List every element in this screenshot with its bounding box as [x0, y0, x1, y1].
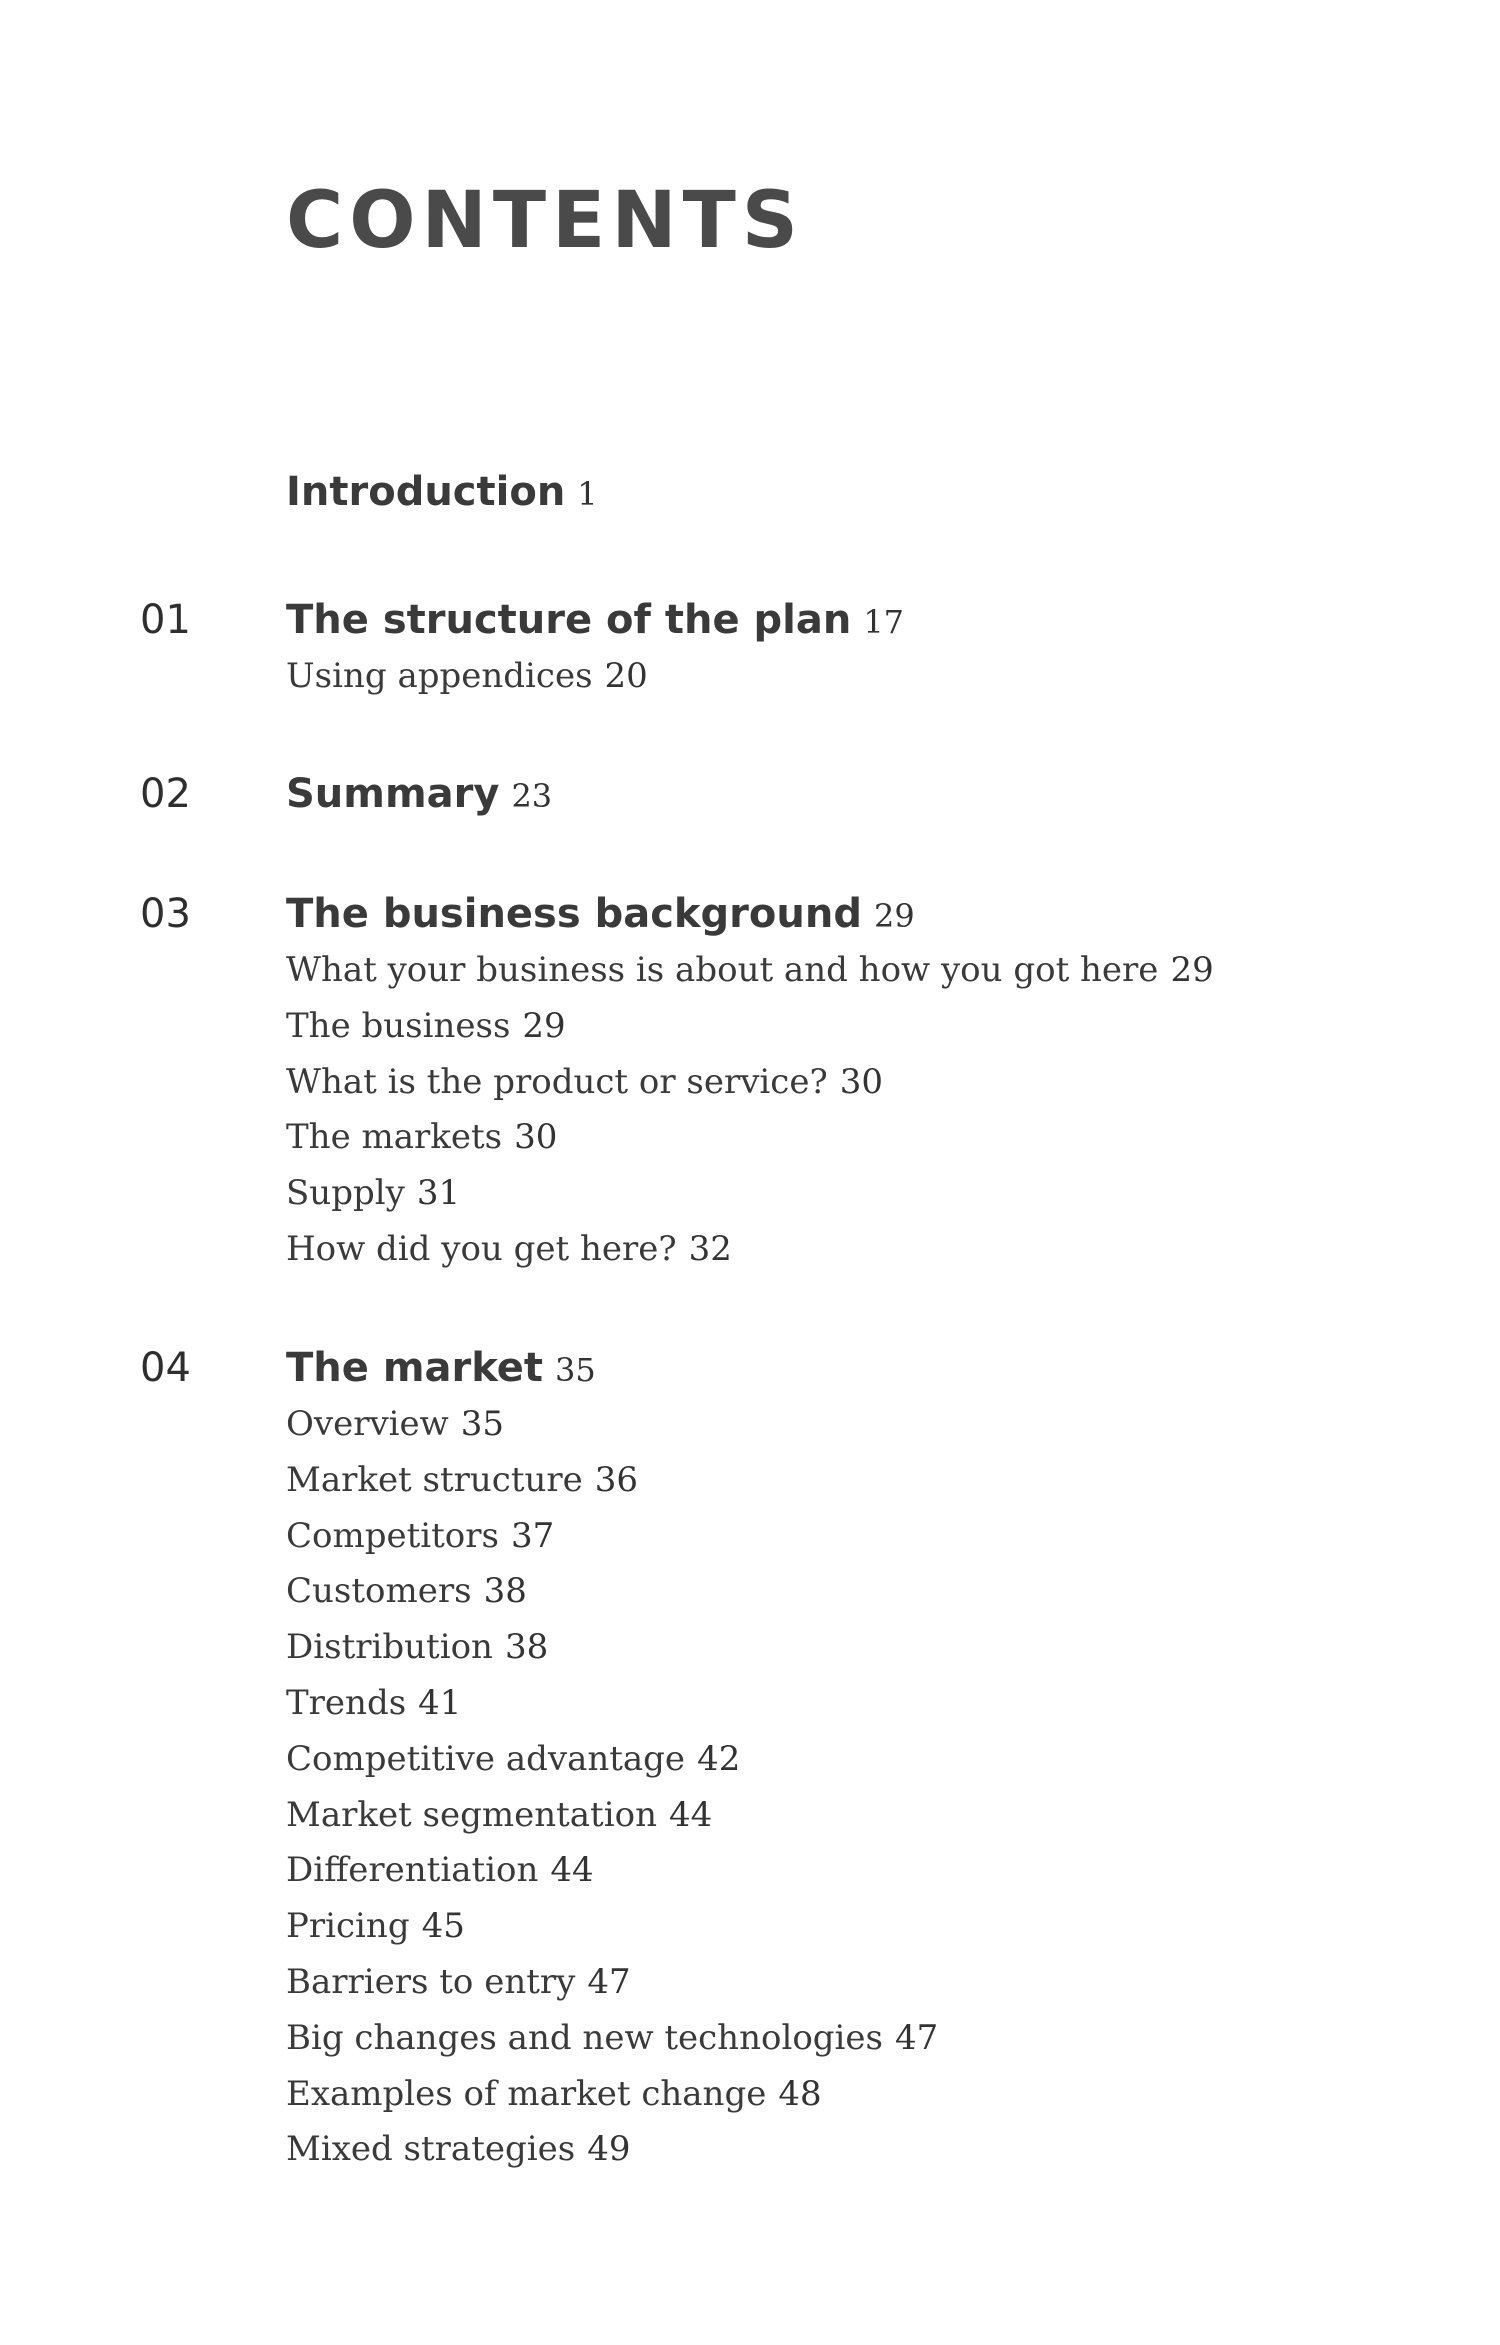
chapter-number: 03: [140, 891, 191, 937]
introduction-title: Introduction: [286, 469, 566, 515]
toc-subsection[interactable]: [286, 1229, 1214, 1285]
subsection-page-number: 44: [550, 1850, 594, 1891]
toc-subsection[interactable]: [286, 1683, 938, 1739]
subsection-page-number: 30: [514, 1117, 558, 1158]
chapter-number: 02: [140, 771, 191, 817]
subsection-title: Examples of market change: [286, 2073, 767, 2114]
toc-subsection[interactable]: [286, 2074, 938, 2130]
toc-subsection[interactable]: [286, 2129, 938, 2185]
toc-subsection[interactable]: [286, 950, 1214, 1006]
subsection-page-number: 35: [460, 1404, 505, 1444]
toc-introduction[interactable]: [286, 469, 598, 515]
subsection-page-number: 48: [778, 2073, 822, 2114]
subsection-title: Big changes and new technologies: [286, 2017, 883, 2058]
subsection-title: Pricing: [286, 1906, 410, 1947]
subsection-page-number: 29: [522, 1005, 566, 1046]
toc-subsection[interactable]: [286, 1850, 938, 1906]
subsection-title: Market segmentation: [286, 1794, 657, 1835]
chapter-number: 04: [140, 1345, 191, 1391]
subsection-page-number: 29: [1170, 950, 1214, 990]
subsection-title: Supply: [286, 1173, 405, 1214]
subsection-title: Competitors: [286, 1515, 499, 1556]
chapter-page-number: 35: [555, 1351, 596, 1389]
subsection-title: The markets: [286, 1117, 503, 1158]
introduction-page-number: 1: [577, 475, 598, 513]
subsection-page-number: 30: [839, 1061, 883, 1102]
chapter-heading[interactable]: [286, 771, 553, 817]
subsection-page-number: 32: [688, 1228, 732, 1269]
subsection-page-number: 47: [587, 1961, 631, 2002]
subsection-page-number: 44: [668, 1794, 713, 1835]
subsection-list: [286, 1404, 938, 2185]
subsection-title: Mixed strategies: [286, 2129, 576, 2170]
toc-subsection[interactable]: [286, 656, 648, 712]
subsection-title: Trends: [286, 1682, 407, 1723]
chapter-title: The market: [286, 1345, 543, 1391]
subsection-title: Competitive advantage: [286, 1738, 686, 1779]
chapter-page-number: 29: [873, 897, 915, 935]
chapter-page-number: 17: [863, 603, 905, 641]
toc-subsection[interactable]: [286, 1739, 938, 1795]
subsection-list: [286, 950, 1214, 1285]
subsection-title: How did you get here?: [286, 1228, 677, 1269]
subsection-page-number: 31: [416, 1173, 461, 1214]
subsection-page-number: 20: [604, 656, 648, 696]
chapter-title: The structure of the plan: [286, 597, 852, 643]
toc-subsection[interactable]: [286, 1404, 938, 1460]
subsection-page-number: 45: [421, 1906, 465, 1947]
chapter-heading[interactable]: [286, 891, 915, 937]
chapter-page-number: 23: [511, 777, 553, 815]
subsection-title: What is the product or service?: [286, 1061, 828, 1102]
subsection-page-number: 49: [587, 2129, 631, 2170]
toc-subsection[interactable]: [286, 1173, 1214, 1229]
subsection-title: Using appendices: [286, 656, 593, 696]
subsection-list: [286, 656, 648, 712]
subsection-page-number: 42: [697, 1738, 741, 1779]
toc-subsection[interactable]: [286, 1962, 938, 2018]
toc-subsection[interactable]: [286, 1062, 1214, 1118]
toc-subsection[interactable]: [286, 1460, 938, 1516]
toc-subsection[interactable]: [286, 1627, 938, 1683]
toc-subsection[interactable]: [286, 1117, 1214, 1173]
chapter-title: Summary: [286, 771, 500, 817]
toc-subsection[interactable]: [286, 1795, 938, 1851]
toc-subsection[interactable]: [286, 1571, 938, 1627]
subsection-title: Market structure: [286, 1459, 583, 1500]
toc-subsection[interactable]: [286, 1006, 1214, 1062]
subsection-title: Distribution: [286, 1627, 493, 1668]
chapter-title: The business background: [286, 891, 862, 937]
subsection-page-number: 38: [483, 1571, 527, 1612]
subsection-title: What your business is about and how you got here: [286, 950, 1159, 990]
toc-subsection[interactable]: [286, 1906, 938, 1962]
toc-subsection[interactable]: [286, 1516, 938, 1572]
subsection-page-number: 47: [895, 2017, 939, 2058]
subsection-title: The business: [286, 1005, 511, 1046]
chapter-heading[interactable]: [286, 597, 905, 643]
subsection-page-number: 37: [510, 1515, 555, 1556]
subsection-page-number: 36: [594, 1459, 639, 1500]
subsection-title: Customers: [286, 1571, 472, 1612]
page-title: CONTENTS: [286, 176, 804, 266]
toc-subsection[interactable]: [286, 2018, 938, 2074]
subsection-title: Differentiation: [286, 1850, 539, 1891]
chapter-number: 01: [140, 597, 191, 643]
subsection-page-number: 38: [504, 1627, 549, 1668]
subsection-page-number: 41: [418, 1682, 462, 1723]
chapter-heading[interactable]: [286, 1345, 596, 1391]
subsection-title: Overview: [286, 1404, 449, 1444]
subsection-title: Barriers to entry: [286, 1961, 576, 2002]
